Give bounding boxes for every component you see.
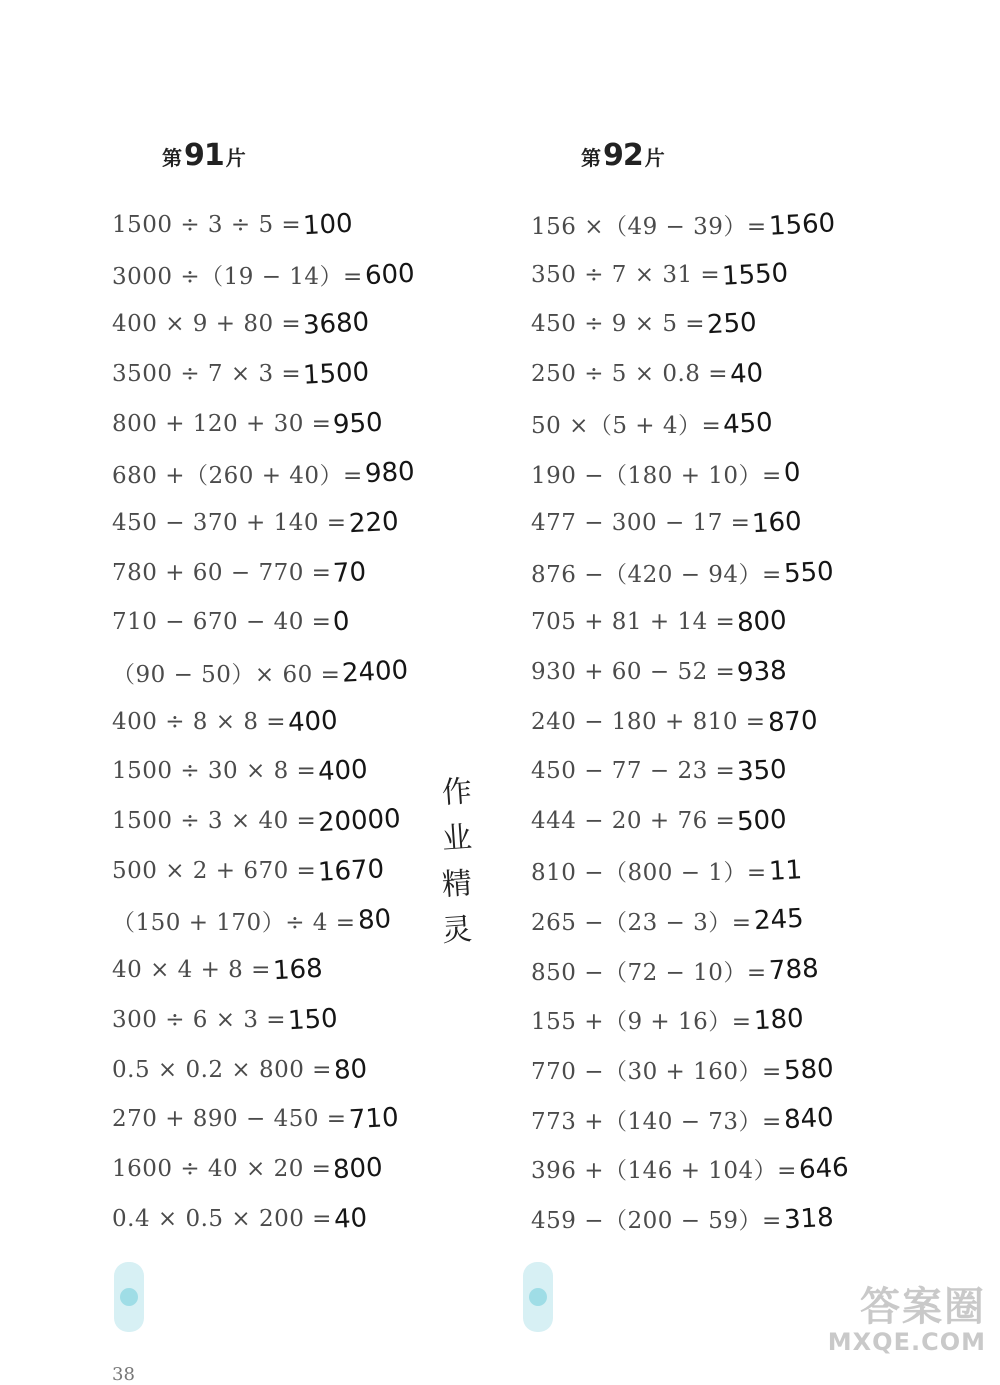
expression: 40 × 4 + 8 = — [112, 957, 271, 984]
handwritten-answer: 250 — [706, 307, 758, 341]
expression: 850 −（72 − 10）= — [531, 959, 767, 986]
exercise-row — [531, 299, 849, 349]
exercise-row — [531, 1045, 849, 1095]
header-suffix: 片 — [644, 146, 665, 170]
exercise-row — [531, 747, 849, 797]
exercise-row — [112, 548, 414, 598]
expression: 265 −（23 − 3）= — [531, 909, 752, 936]
handwritten-answer: 3680 — [302, 307, 371, 341]
exercise-row — [531, 995, 849, 1045]
handwritten-answer: 318 — [783, 1202, 835, 1235]
header-suffix: 片 — [225, 146, 246, 170]
handwritten-answer: 840 — [783, 1102, 835, 1136]
exercise-row — [531, 200, 849, 250]
exercise-row — [112, 846, 414, 896]
expression: 450 ÷ 9 × 5 = — [531, 311, 706, 338]
expression: 240 − 180 + 810 = — [531, 708, 766, 735]
expression: 1500 ÷ 3 × 40 = — [112, 808, 317, 835]
expression: 930 + 60 − 52 = — [531, 659, 736, 686]
exercise-row — [531, 598, 849, 648]
exercise-row — [112, 697, 414, 747]
handwritten-answer: 600 — [364, 258, 416, 291]
handwritten-answer: 100 — [302, 208, 354, 242]
handwritten-answer: 168 — [272, 953, 324, 987]
handwritten-answer: 980 — [364, 457, 416, 490]
expression: 50 ×（5 + 4）= — [531, 413, 722, 440]
exercise-row — [112, 399, 414, 449]
exercise-row — [531, 846, 849, 896]
expression: 1500 ÷ 3 ÷ 5 = — [112, 211, 302, 238]
exercise-row — [531, 548, 849, 598]
expression: 800 + 120 + 30 = — [112, 410, 332, 437]
handwritten-answer: 1500 — [302, 357, 371, 391]
expression: 156 ×（49 − 39）= — [531, 214, 767, 241]
handwritten-answer: 80 — [356, 904, 392, 937]
exercise-row — [531, 349, 849, 399]
expression: 450 − 370 + 140 = — [112, 509, 347, 536]
expression: 400 × 9 + 80 = — [112, 311, 302, 338]
annotation-char: 作 — [440, 773, 474, 812]
expression: 710 − 670 − 40 = — [112, 609, 332, 636]
exercise-row — [531, 796, 849, 846]
annotation-char: 灵 — [440, 911, 474, 950]
exercise-row — [112, 796, 414, 846]
expression: 0.5 × 0.2 × 800 = — [112, 1056, 332, 1083]
exercise-row — [112, 448, 414, 498]
exercise-row — [531, 945, 849, 995]
side-tab-decoration — [523, 1262, 553, 1332]
handwritten-answer: 0 — [783, 457, 802, 489]
exercise-row — [531, 1144, 849, 1194]
expression: 3500 ÷ 7 × 3 = — [112, 360, 302, 387]
handwritten-answer: 40 — [729, 358, 764, 390]
handwritten-answer: 938 — [736, 655, 788, 689]
expression: 1500 ÷ 30 × 8 = — [112, 758, 317, 785]
page-header-right — [581, 138, 665, 173]
exercise-row — [112, 498, 414, 548]
watermark-text: 答案圈 — [860, 1284, 986, 1330]
expression: 780 + 60 − 770 = — [112, 559, 332, 586]
handwritten-answer: 70 — [332, 556, 368, 589]
expression: 477 − 300 − 17 = — [531, 509, 751, 536]
exercise-column-right — [531, 200, 849, 1243]
handwritten-answer: 580 — [783, 1053, 835, 1086]
exercise-row — [112, 1094, 414, 1144]
exercise-row — [112, 1045, 414, 1095]
page-number: 38 — [112, 1364, 135, 1385]
annotation-char: 业 — [440, 819, 474, 858]
handwritten-answer: 646 — [798, 1152, 850, 1186]
watermark-url: MXQE.COM — [827, 1328, 986, 1356]
expression: 1600 ÷ 40 × 20 = — [112, 1155, 332, 1182]
expression: 250 ÷ 5 × 0.8 = — [531, 360, 728, 387]
exercise-row — [112, 1144, 414, 1194]
handwritten-annotation — [442, 770, 472, 954]
expression: 500 × 2 + 670 = — [112, 857, 317, 884]
expression: 300 ÷ 6 × 3 = — [112, 1006, 287, 1033]
handwritten-answer: 870 — [766, 705, 818, 738]
expression: 876 −（420 − 94）= — [531, 562, 782, 589]
header-number: 92 — [603, 138, 643, 173]
exercise-row — [531, 1094, 849, 1144]
handwritten-answer: 950 — [332, 407, 384, 440]
expression: 705 + 81 + 14 = — [531, 609, 736, 636]
handwritten-answer: 400 — [287, 705, 339, 738]
expression: 155 +（9 + 16）= — [531, 1009, 752, 1036]
exercise-row — [112, 200, 414, 250]
handwritten-answer: 20000 — [317, 803, 402, 839]
handwritten-answer: 1560 — [767, 208, 836, 242]
exercise-row — [531, 250, 849, 300]
exercise-row — [531, 697, 849, 747]
expression: 680 +（260 + 40）= — [112, 462, 363, 489]
handwritten-answer: 450 — [722, 407, 774, 440]
handwritten-answer: 800 — [736, 606, 788, 639]
expression: 350 ÷ 7 × 31 = — [531, 261, 721, 288]
expression: 3000 ÷（19 − 14）= — [112, 264, 363, 291]
expression: 190 −（180 + 10）= — [531, 462, 782, 489]
handwritten-answer: 180 — [752, 1003, 804, 1037]
handwritten-answer: 350 — [736, 755, 788, 788]
tab-dot-icon — [120, 1288, 138, 1306]
expression: 396 +（146 + 104）= — [531, 1158, 797, 1185]
handwritten-answer: 400 — [317, 755, 369, 788]
exercise-row — [112, 1194, 414, 1244]
expression: 810 −（800 − 1）= — [531, 860, 767, 887]
handwritten-answer: 1670 — [317, 854, 386, 888]
exercise-row — [531, 1194, 849, 1244]
handwritten-answer: 40 — [333, 1202, 368, 1235]
handwritten-answer: 80 — [333, 1053, 368, 1086]
handwritten-answer: 788 — [767, 953, 820, 987]
handwritten-answer: 550 — [783, 556, 835, 589]
exercise-row — [531, 647, 849, 697]
exercise-row — [112, 995, 414, 1045]
exercise-row — [112, 349, 414, 399]
expression: （90 − 50）× 60 = — [112, 661, 341, 688]
header-number: 91 — [184, 138, 224, 173]
expression: 444 − 20 + 76 = — [531, 808, 736, 835]
exercise-row — [112, 647, 414, 697]
handwritten-answer: 0 — [332, 606, 351, 638]
exercise-row — [112, 299, 414, 349]
exercise-row — [531, 448, 849, 498]
handwritten-answer: 2400 — [341, 655, 410, 689]
expression: 270 + 890 − 450 = — [112, 1106, 347, 1133]
exercise-row — [112, 598, 414, 648]
exercise-row — [531, 399, 849, 449]
page-header-left — [162, 138, 246, 173]
exercise-row — [531, 498, 849, 548]
exercise-column-left — [112, 200, 414, 1243]
exercise-row — [531, 896, 849, 946]
handwritten-answer: 500 — [736, 804, 788, 838]
side-tab-decoration — [114, 1262, 144, 1332]
handwritten-answer: 800 — [332, 1152, 384, 1186]
handwritten-answer: 150 — [287, 1003, 339, 1037]
exercise-row — [112, 945, 414, 995]
tab-dot-icon — [529, 1288, 547, 1306]
expression: 773 +（140 − 73）= — [531, 1108, 782, 1135]
expression: 459 −（200 − 59）= — [531, 1208, 782, 1235]
handwritten-answer: 710 — [347, 1102, 399, 1136]
handwritten-answer: 11 — [767, 854, 803, 887]
watermark — [828, 1286, 986, 1356]
handwritten-answer: 245 — [752, 904, 804, 937]
expression: 400 ÷ 8 × 8 = — [112, 708, 287, 735]
exercise-row — [112, 896, 414, 946]
expression: 0.4 × 0.5 × 200 = — [112, 1205, 332, 1232]
header-prefix: 第 — [162, 146, 182, 170]
expression: 770 −（30 + 160）= — [531, 1059, 782, 1086]
annotation-char: 精 — [440, 865, 474, 904]
handwritten-answer: 220 — [347, 506, 399, 540]
header-prefix: 第 — [581, 146, 601, 170]
expression: 450 − 77 − 23 = — [531, 758, 736, 785]
handwritten-answer: 160 — [751, 506, 803, 540]
exercise-row — [112, 250, 414, 300]
expression: （150 + 170）÷ 4 = — [112, 909, 356, 936]
handwritten-answer: 1550 — [721, 257, 790, 292]
exercise-row — [112, 747, 414, 797]
